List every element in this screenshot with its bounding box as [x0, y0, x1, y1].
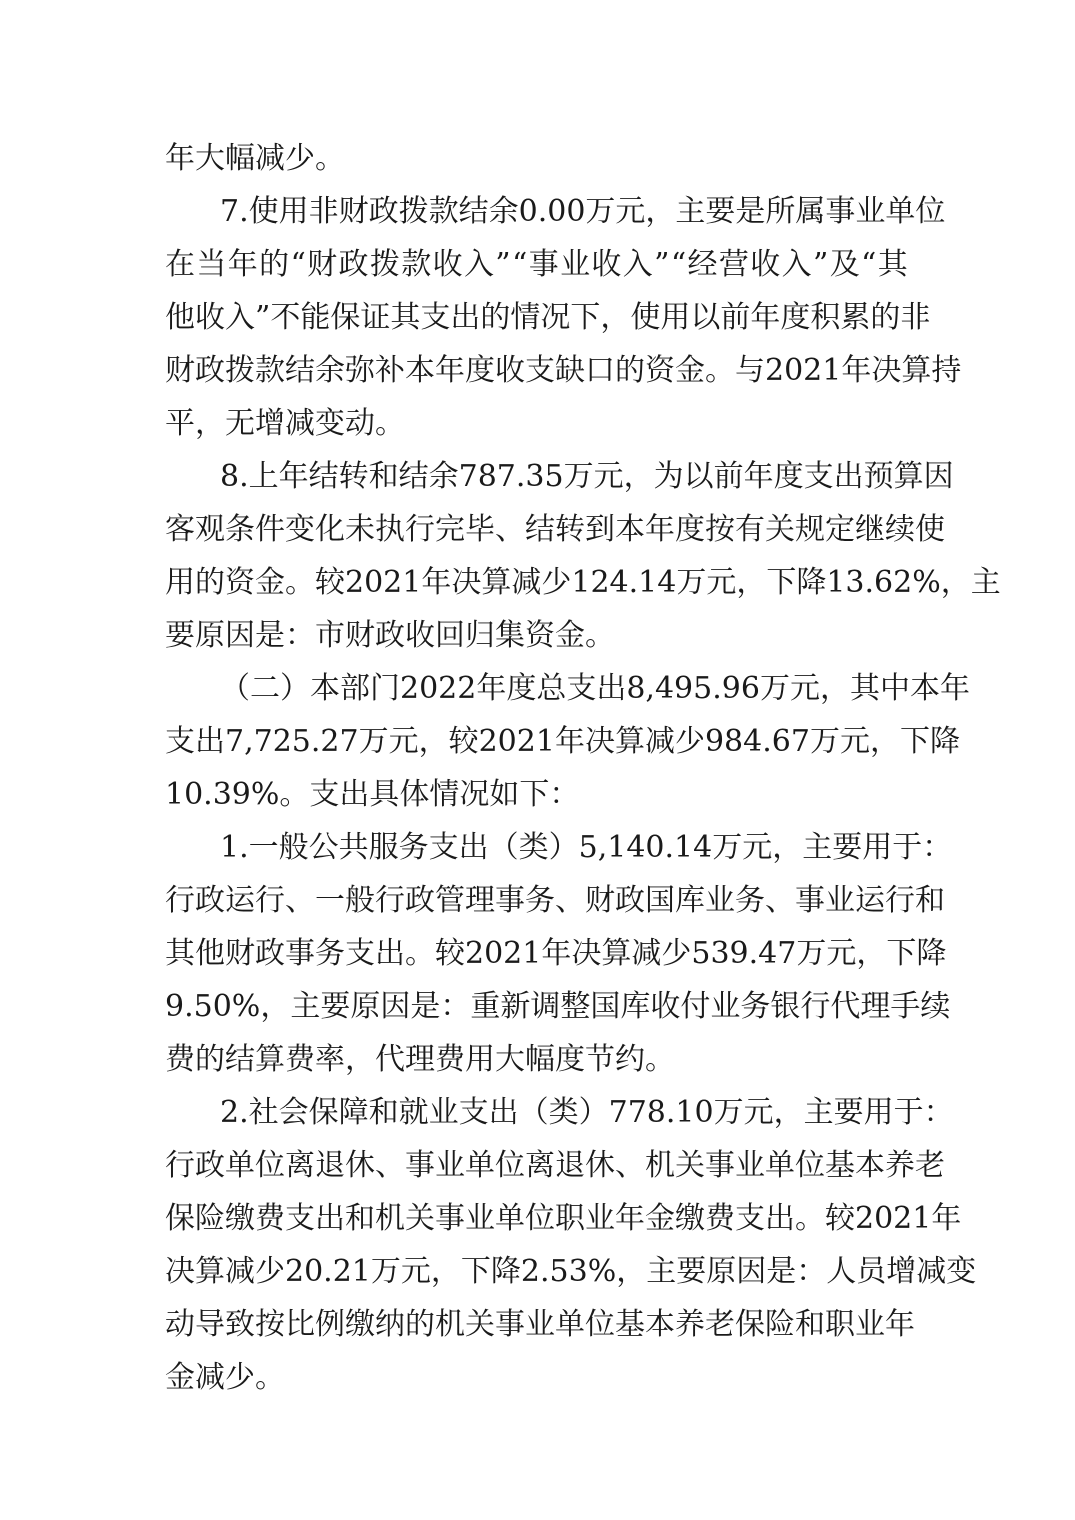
- text-line: 9.50% ， 主 要 原 因 是 ： 重 新 调 整 国 库 收 付 业 务 银 行 代 理 手 续: [165, 989, 951, 1024]
- text-line: 要原因是：市财政收回归集资金。: [165, 618, 615, 653]
- text-line: 1.一般公共服务支出（类）5,140.14万元，主要用于：: [220, 830, 953, 865]
- text-line: 平，无增减变动。: [165, 406, 405, 441]
- text-line: 10.39%。支出具体情况如下：: [165, 777, 580, 812]
- text-line: 财 政 拨 款 结 余 弥 补 本 年 度 收 支 缺 口 的 资 金 。 与 2021 年 决 算 持: [165, 353, 962, 388]
- text-line: 他 收 入 ” 不 能 保 证 其 支 出 的 情 况 下 ， 使 用 以 前 年 度 积 累 的 非: [165, 300, 931, 335]
- text-line: 动 导 致 按 比 例 缴 纳 的 机 关 事 业 单 位 基 本 养 老 保 险 和 职 业 年: [165, 1307, 915, 1342]
- text-line: 保 险 缴 费 支 出 和 机 关 事 业 单 位 职 业 年 金 缴 费 支 出 。 较 2021 年: [165, 1201, 962, 1236]
- text-line: 2.社会保障和就业支出（类）778.10万元，主要用于：: [220, 1095, 954, 1130]
- text-line: 客 观 条 件 变 化 未 执 行 完 毕 、 结 转 到 本 年 度 按 有 关 规 定 继 续 使: [165, 512, 945, 547]
- text-line: 7.使用非财政拨款结余0.00万元，主要是所属事业单位: [220, 194, 946, 229]
- text-line: 在 当 年 的 “ 财 政 拨 款 收 入 ” “ 事 业 收 入 ” “ 经 营 收 入 ” 及 “ 其: [165, 247, 908, 282]
- text-line: 8.上年结转和结余787.35万元，为以前年度支出预算因: [220, 459, 954, 494]
- text-line: 行 政 单 位 离 退 休 、 事 业 单 位 离 退 休 、 机 关 事 业 单 位 基 本 养 老: [165, 1148, 945, 1183]
- text-line: 金减少。: [165, 1360, 285, 1395]
- text-line: 费的结算费率，代理费用大幅度节约。: [165, 1042, 675, 1077]
- text-line: 行 政 运 行 、 一 般 行 政 管 理 事 务 、 财 政 国 库 业 务 、 事 业 运 行 和: [165, 883, 945, 918]
- text-line: 年大幅减少。: [165, 141, 345, 176]
- text-line: （二）本部门2022年度总支出8,495.96万元，其中本年: [220, 671, 970, 706]
- text-line: 其 他 财 政 事 务 支 出 。 较 2021 年 决 算 减 少 539.47 万 元 ， 下 降: [165, 936, 947, 971]
- text-line: 决 算 减 少 20.21 万 元 ， 下 降 2.53% ， 主 要 原 因 是 ： 人 员 增 减 变: [165, 1254, 977, 1289]
- text-line: 支 出 7,725.27 万 元 ， 较 2021 年 决 算 减 少 984.67 万 元 ， 下 降: [165, 724, 960, 759]
- text-line: 用 的 资 金 。 较 2021 年 决 算 减 少 124.14 万 元 ， 下 降 13.62% ， 主: [165, 565, 1001, 600]
